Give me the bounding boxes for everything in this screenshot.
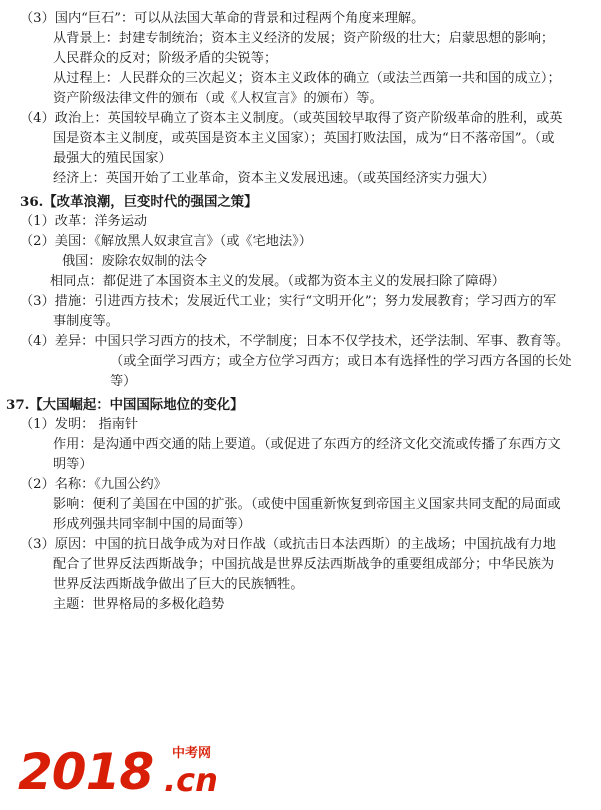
answer-35-3-process-cont: 资产阶级法律文件的颁布（或《人权宣言》的颁布）等。 <box>53 91 383 106</box>
answer-37-3: （3）原因：中国的抗日战争成为对日作战（或抗击日本法西斯）的主战场；中国抗战有力地 <box>20 537 556 552</box>
answer-35-4-politics-cont: 国是资本主义制度，或英国是资本主义国家）；英国打败法国，成为“日不落帝国”。（或 <box>53 131 555 146</box>
answer-35-3-title: （3）国内“巨石”：可以从法国大革命的背景和过程两个角度来理解。 <box>20 11 425 26</box>
heading-37: 37.【大国崛起：中国国际地位的变化】 <box>6 397 244 413</box>
site-logo <box>18 744 278 804</box>
logo-number: 2018 <box>18 743 154 801</box>
answer-36-2-common: 相同点：都促进了本国资本主义的发展。（或都为资本主义的发展扫除了障碍） <box>50 274 505 289</box>
answer-35-4-politics: （4）政治上：英国较早确立了资本主义制度。（或英国较早取得了资产阶级革命的胜利，或英 <box>20 111 563 126</box>
logo-domain-suffix: .cn <box>164 761 218 799</box>
answer-37-2-impact: 影响：便利了美国在中国的扩张。（或使中国重新恢复到帝国主义国家共同支配的局面或 <box>53 497 561 512</box>
heading-36: 36.【改革浪潮，巨变时代的强国之策】 <box>20 194 258 210</box>
answer-35-3-process: 从过程上：人民群众的三次起义；资本主义政体的确立（或法兰西第一共和国的成立）； <box>53 71 561 86</box>
answer-36-2-usa: （2）美国：《解放黑人奴隶宣言》（或《宅地法》） <box>20 234 312 249</box>
answer-35-4-politics-cont2: 最强大的殖民国家） <box>53 151 172 166</box>
answer-36-1: （1）改革：洋务运动 <box>20 214 148 229</box>
answer-35-4-economy: 经济上：英国开始了工业革命，资本主义发展迅速。（或英国经济实力强大） <box>53 171 495 186</box>
answer-37-3-cont: 配合了世界反法西斯战争；中国抗战是世界反法西斯战争的重要组成部分；中华民族为 <box>53 557 555 572</box>
answer-36-4-alt: （或全面学习西方；或全方位学习西方；或日本有选择性的学习西方各国的长处 <box>110 354 572 369</box>
answer-37-theme: 主题：世界格局的多极化趋势 <box>53 597 225 612</box>
answer-36-3: （3）措施：引进西方技术；发展近代工业；实行“文明开化”；努力发展教育；学习西方的军 <box>20 294 557 309</box>
answer-37-1-effect-cont: 明等） <box>53 457 93 472</box>
answer-36-4-alt-cont: 等） <box>110 374 137 389</box>
answer-37-3-cont2: 世界反法西斯战争做出了巨大的民族牺牲。 <box>53 577 304 592</box>
answer-36-2-russia: 俄国：废除农奴制的法令 <box>62 254 208 269</box>
answer-37-1-effect: 作用：是沟通中西交通的陆上要道。（或促进了东西方的经济文化交流或传播了东西方文 <box>53 437 561 452</box>
answer-37-2: （2）名称：《九国公约》 <box>20 477 167 492</box>
answer-36-4: （4）差异：中国只学习西方的技术，不学制度；日本不仅学技术，还学法制、军事、教育等。 <box>20 334 570 349</box>
logo-site-name: 中考网 <box>172 746 212 761</box>
answer-37-2-impact-cont: 形成列强共同宰制中国的局面等） <box>53 517 251 532</box>
answer-36-3-cont: 事制度等。 <box>53 314 119 329</box>
answer-35-3-background-cont: 人民群众的反对；阶级矛盾的尖锐等； <box>53 51 278 66</box>
answer-35-3-background: 从背景上：封建专制统治；资本主义经济的发展；资产阶级的壮大；启蒙思想的影响； <box>53 31 555 46</box>
answer-37-1: （1）发明： 指南针 <box>20 417 139 432</box>
